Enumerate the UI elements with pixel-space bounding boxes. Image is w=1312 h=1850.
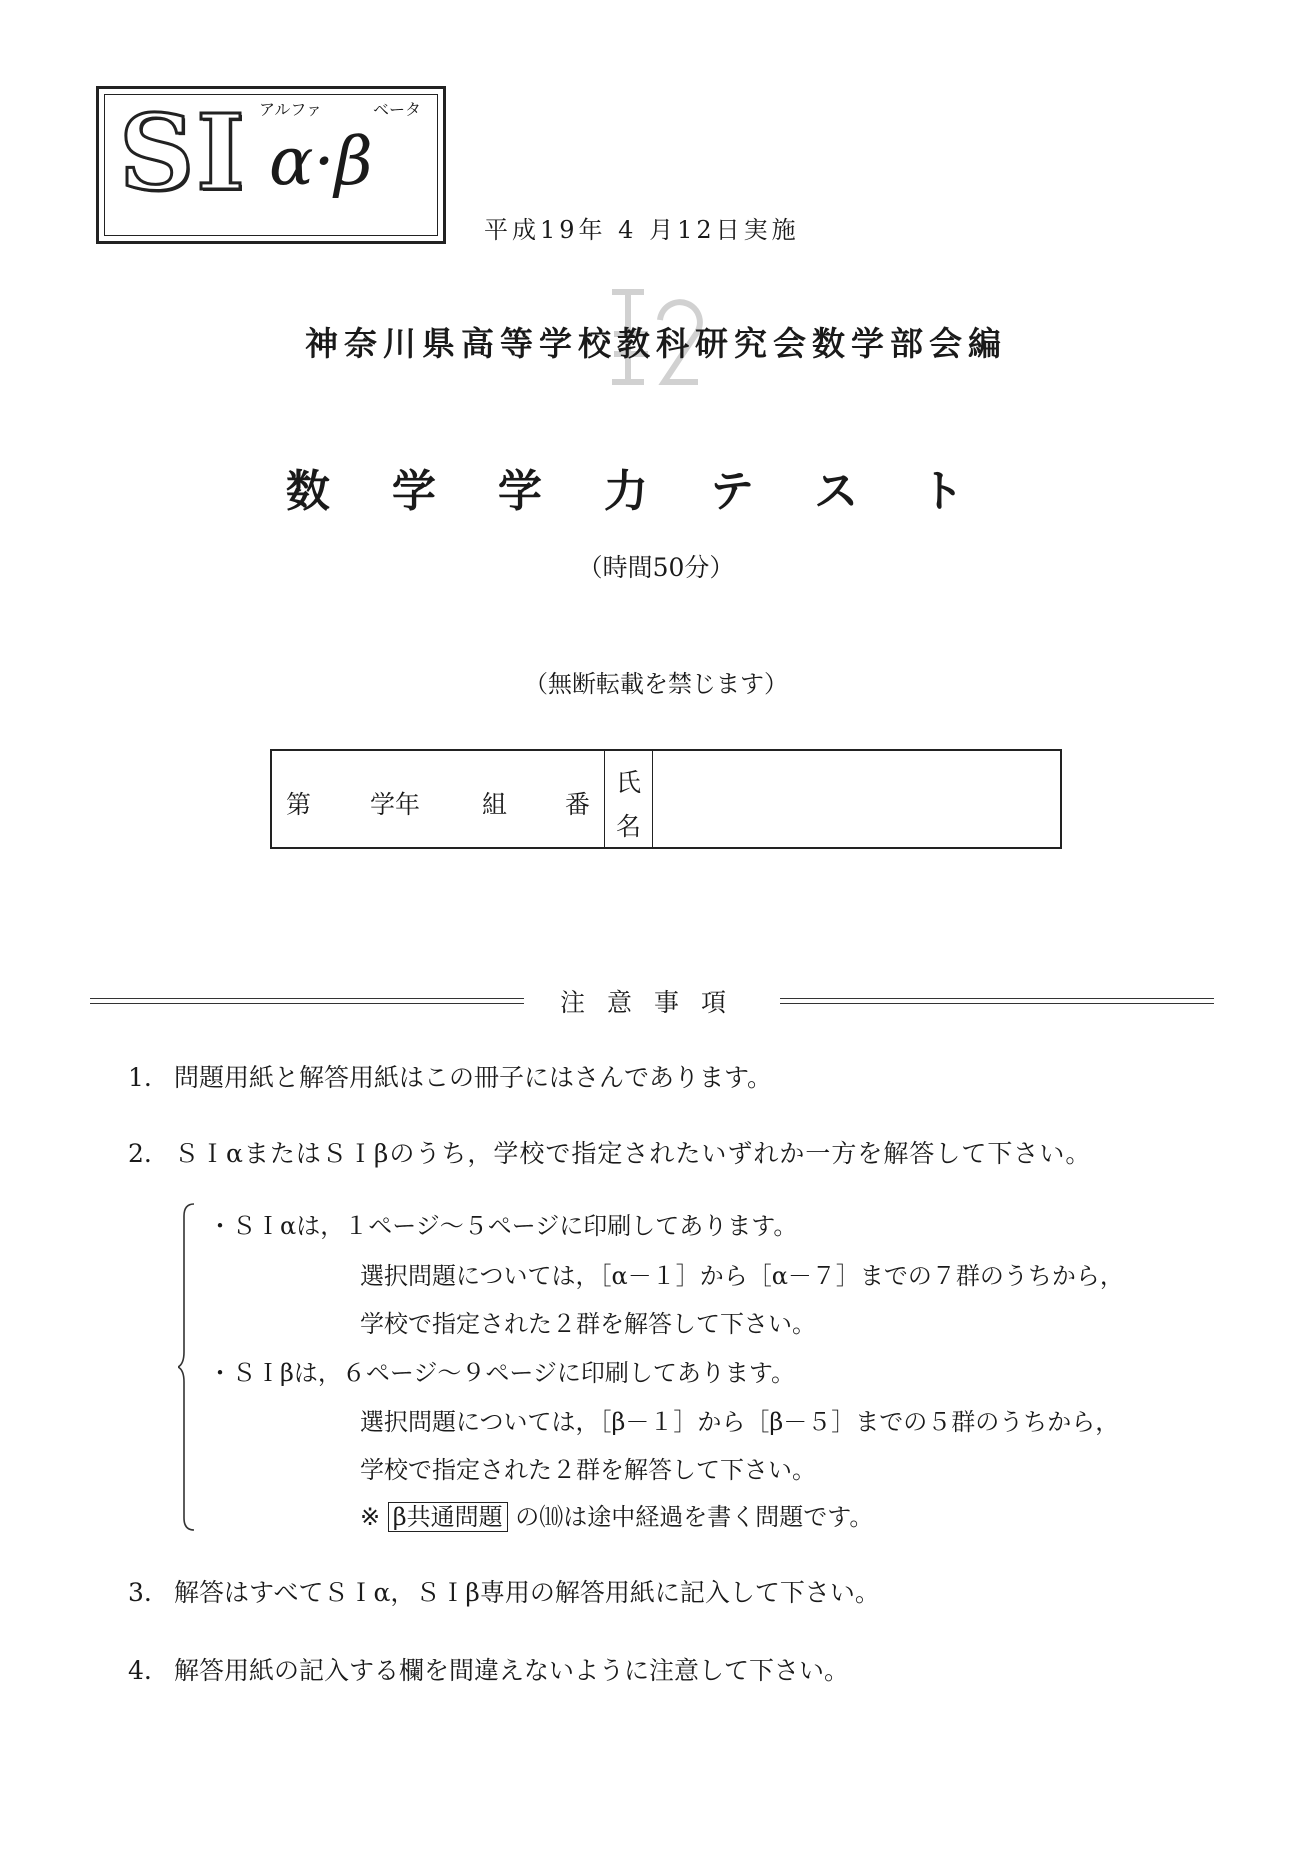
note-item [128,1658,849,1683]
note-number: 2. [128,1139,152,1168]
label-ban: 番 [565,790,591,819]
note-item [128,1580,880,1605]
beta-heading: ・ＳＩβは，６ページ～９ページに印刷してあります。 [208,1359,795,1387]
notes-rule-left [90,998,524,1004]
label-kumi: 組 [482,790,508,819]
notes-rule-right [780,998,1214,1004]
beta-line: 学校で指定された２群を解答して下さい。 [360,1456,816,1484]
alpha-heading: ・ＳＩαは，１ページ～５ページに印刷してあります。 [208,1212,798,1240]
note-text: ＳＩαまたはＳＩβのうち，学校で指定されたいずれか一方を解答して下さい。 [174,1139,1092,1168]
boxed-label: β共通問題 [388,1502,508,1532]
note-mark: ※ [360,1503,381,1531]
note-number: 1. [128,1063,152,1092]
logo-ruby-alpha: アルファ [259,100,323,119]
label-gakunen: 学年 [370,790,421,819]
table-divider [604,751,605,847]
page-title: 数学学力テスト [285,466,1027,517]
no-reprint-notice: （無断転載を禁じます） [524,670,788,698]
exam-date: 平成19年 4 月12日実施 [484,216,800,244]
note-text: 解答用紙の記入する欄を間違えないように注意して下さい。 [174,1656,850,1685]
note-number: 3. [128,1578,152,1607]
label-shimei-2: 名 [616,812,642,841]
logo-greek-text: α·β [269,123,373,200]
label-dai: 第 [286,790,312,819]
note-suffix: の⑽は途中経過を書く問題です。 [515,1503,874,1531]
note-text: 問題用紙と解答用紙はこの冊子にはさんであります。 [174,1063,773,1092]
beta-line: 選択問題については，［β－１］から［β－５］までの５群のうちから， [360,1408,1120,1436]
note-item [128,1065,772,1090]
logo-ruby-beta: ベータ [373,100,422,119]
time-limit: （時間50分） [577,553,735,582]
left-brace-icon [178,1202,196,1532]
logo-box [96,86,446,244]
alpha-line: 学校で指定された２群を解答して下さい。 [360,1310,816,1338]
organization-heading: 神奈川県高等学校教科研究会数学部会編 [305,324,1007,363]
note-text: 解答はすべてＳＩα，ＳＩβ専用の解答用紙に記入して下さい。 [174,1578,880,1607]
table-divider [652,751,653,847]
label-shimei-1: 氏 [616,768,642,797]
notes-heading: 注意事項 [560,988,749,1017]
logo-si-text: SI [119,91,247,214]
beta-note [360,1505,873,1529]
note-number: 4. [128,1656,152,1685]
note-item [128,1141,1091,1166]
alpha-line: 選択問題については，［α－１］から［α－７］までの７群のうちから， [360,1262,1124,1290]
student-info-table [270,749,1062,849]
